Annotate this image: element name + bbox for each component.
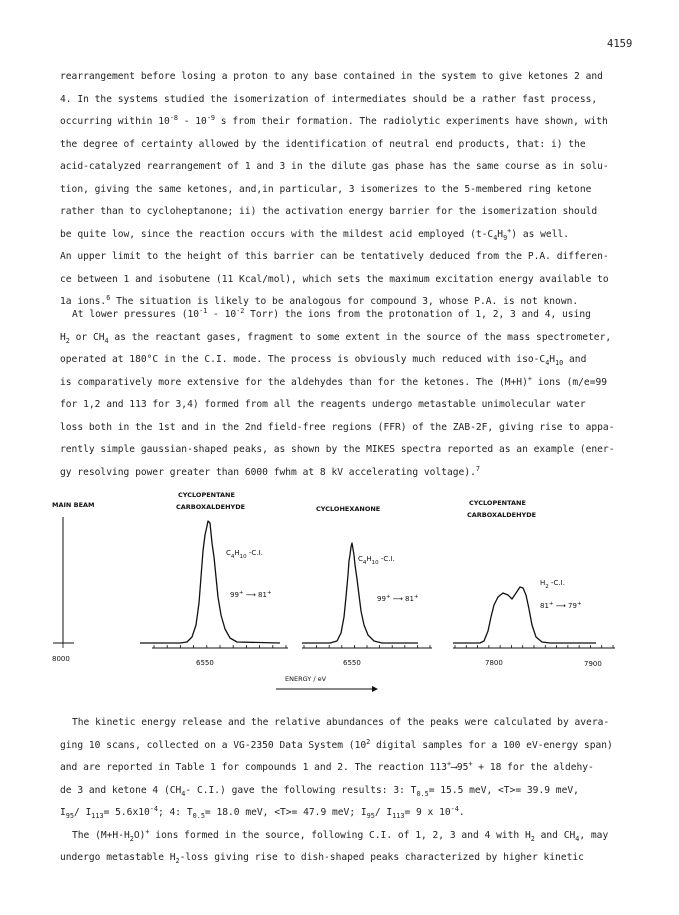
panel1-title-line2: CARBOXALDEHYDE (176, 503, 246, 511)
text-line: and are reported in Table 1 for compounds 1 and 2. The reaction 113+⟶95+ + 18 for the aldehy- (60, 760, 594, 773)
text-line: rather than to cycloheptanone; ii) the activation energy barrier for the isomerization should (60, 206, 598, 217)
energy-axis-label: ENERGY / eV (285, 675, 327, 683)
text-line: gy resolving power greater than 6000 fwhm at 8 kV accelerating voltage).$^7$ (60, 464, 480, 478)
panel1-tick-label: 6550 (196, 659, 214, 667)
main-beam-tick-label: 8000 (52, 655, 70, 663)
text-line: for 1,2 and 113 for 3,4) formed from all the reagents undergo metastable unimolecular water (60, 399, 586, 410)
text-line: $H_2$ or $CH_4$ as the reactant gases, fragment to some extent in the source of the mass spectrometer, (60, 331, 612, 345)
text-line: occurring within $10^{-8} - 10^{-9}$ s from their formation. The radiolytic experiments have shown, with (60, 114, 608, 127)
text-line: ce between 1 and isobutene (11 Kcal/mol), which sets the maximum excitation energy available to (60, 273, 609, 285)
text-line: $I_{95}/$ $I_{113}= 5.6x10^{-4}$; 4: $T_{0.5}= 18.0$ meV, <T>= 47.9 meV; $I_{95}/$ $I_{113}= 9$ x $10^{-4}$. (60, 805, 465, 820)
panel3-transition: 81+ ⟶ 79+ (540, 601, 582, 610)
panel3-title-line2: CARBOXALDEHYDE (467, 511, 537, 519)
text-line: is comparatively more extensive for the aldehydes than for the ketones. The (M+H)+ ions (m/e=99 (60, 374, 608, 388)
text-line: tion, giving the same ketones, and,in particular, 3 isomerizes to the 5-membered ring ketone (60, 183, 592, 195)
text-line: 4. In the systems studied the isomerization of intermediates should be a rather fast process, (60, 93, 598, 105)
panel3-peak (453, 587, 596, 643)
text-line: undergo metastable $H_2$-loss giving rise to dish-shaped peaks characterized by higher kinetic (60, 852, 584, 865)
panel2-tick-label: 6550 (343, 659, 361, 667)
paragraph-kinetic-energy (60, 712, 630, 870)
text-line: At lower pressures ($10^{-1} - 10^{-2}$ Torr) the ions from the protonation of 1, 2, 3 and 4, using (72, 307, 591, 320)
text-line: rearrangement before losing a proton to any base contained in the system to give ketones 2 and (60, 71, 603, 82)
panel3-tick-label-2: 7900 (584, 660, 602, 668)
text-line: loss both in the 1st and in the 2nd field-free regions (FFR) of the ZAB-2F, giving rise to appa- (60, 421, 615, 433)
text-line: The $(M+H-H_2O)^+$ ions formed in the source, following C.I. of 1, 2, 3 and 4 with $H_2$ and $CH_4$, may (72, 827, 609, 843)
panel1-ion-label: $C_4H_{10}$ -C.I. (226, 549, 263, 560)
panel1-peak (140, 521, 280, 643)
energy-axis-arrowhead (372, 686, 378, 692)
text-line: 1a ions.$^6$ The situation is likely to be analogous for compound 3, whose P.A. is not known. (60, 294, 579, 307)
panel2-transition: 99+ ⟶ 81+ (377, 594, 419, 603)
paragraph-lower-pressures (60, 304, 630, 484)
text-line: the degree of certainty allowed by the identification of neutral end products, that: i) the (60, 138, 586, 150)
text-line: operated at 180°C in the C.I. mode. The process is obviously much reduced with iso-$C_4H_{10}$ and (60, 354, 587, 367)
panel3-tick-label-1: 7800 (485, 659, 503, 667)
text-line: rently simple gaussian-shaped peaks, as shown by the MIKES spectra reported as an example (ener- (60, 444, 615, 455)
panel2-title: CYCLOHEXANONE (316, 505, 381, 513)
main-beam-title: MAIN BEAM (52, 501, 95, 509)
text-line: The kinetic energy release and the relative abundances of the peaks were calculated by avera- (72, 717, 610, 728)
mikes-spectra-figure (40, 485, 640, 695)
panel2-ion-label: $C_4H_{10}$ -C.I. (358, 555, 395, 566)
text-line: acid-catalyzed rearrangement of 1 and 3 in the dilute gas phase has the same course as in solu- (60, 161, 609, 172)
text-line: de 3 and ketone 4 ($CH_4-$ C.I.) gave the following results: 3: $T_{0.5}= 15.5$ meV, <T>= 39.9 meV, (60, 784, 579, 798)
page-number: 4159 (607, 38, 633, 50)
text-line: ging 10 scans, collected on a VG-2350 Data System ($10^2$ digital samples for a 100 eV-energy span) (60, 737, 613, 751)
panel1-transition: 99+ ⟶ 81+ (230, 590, 272, 599)
panel1-title-line1: CYCLOPENTANE (178, 491, 235, 499)
panel3-title-line1: CYCLOPENTANE (469, 499, 526, 507)
text-line: be quite low, since the reaction occurs with the mildest acid employed $(t-C_4H_9^+)$ as well. (60, 226, 570, 242)
panel3-ion-label: $H_2$ -C.I. (540, 579, 565, 590)
text-line: An upper limit to the height of this barrier can be tentatively deduced from the P.A. differen- (60, 251, 609, 262)
paragraph-isomerization (60, 66, 630, 314)
